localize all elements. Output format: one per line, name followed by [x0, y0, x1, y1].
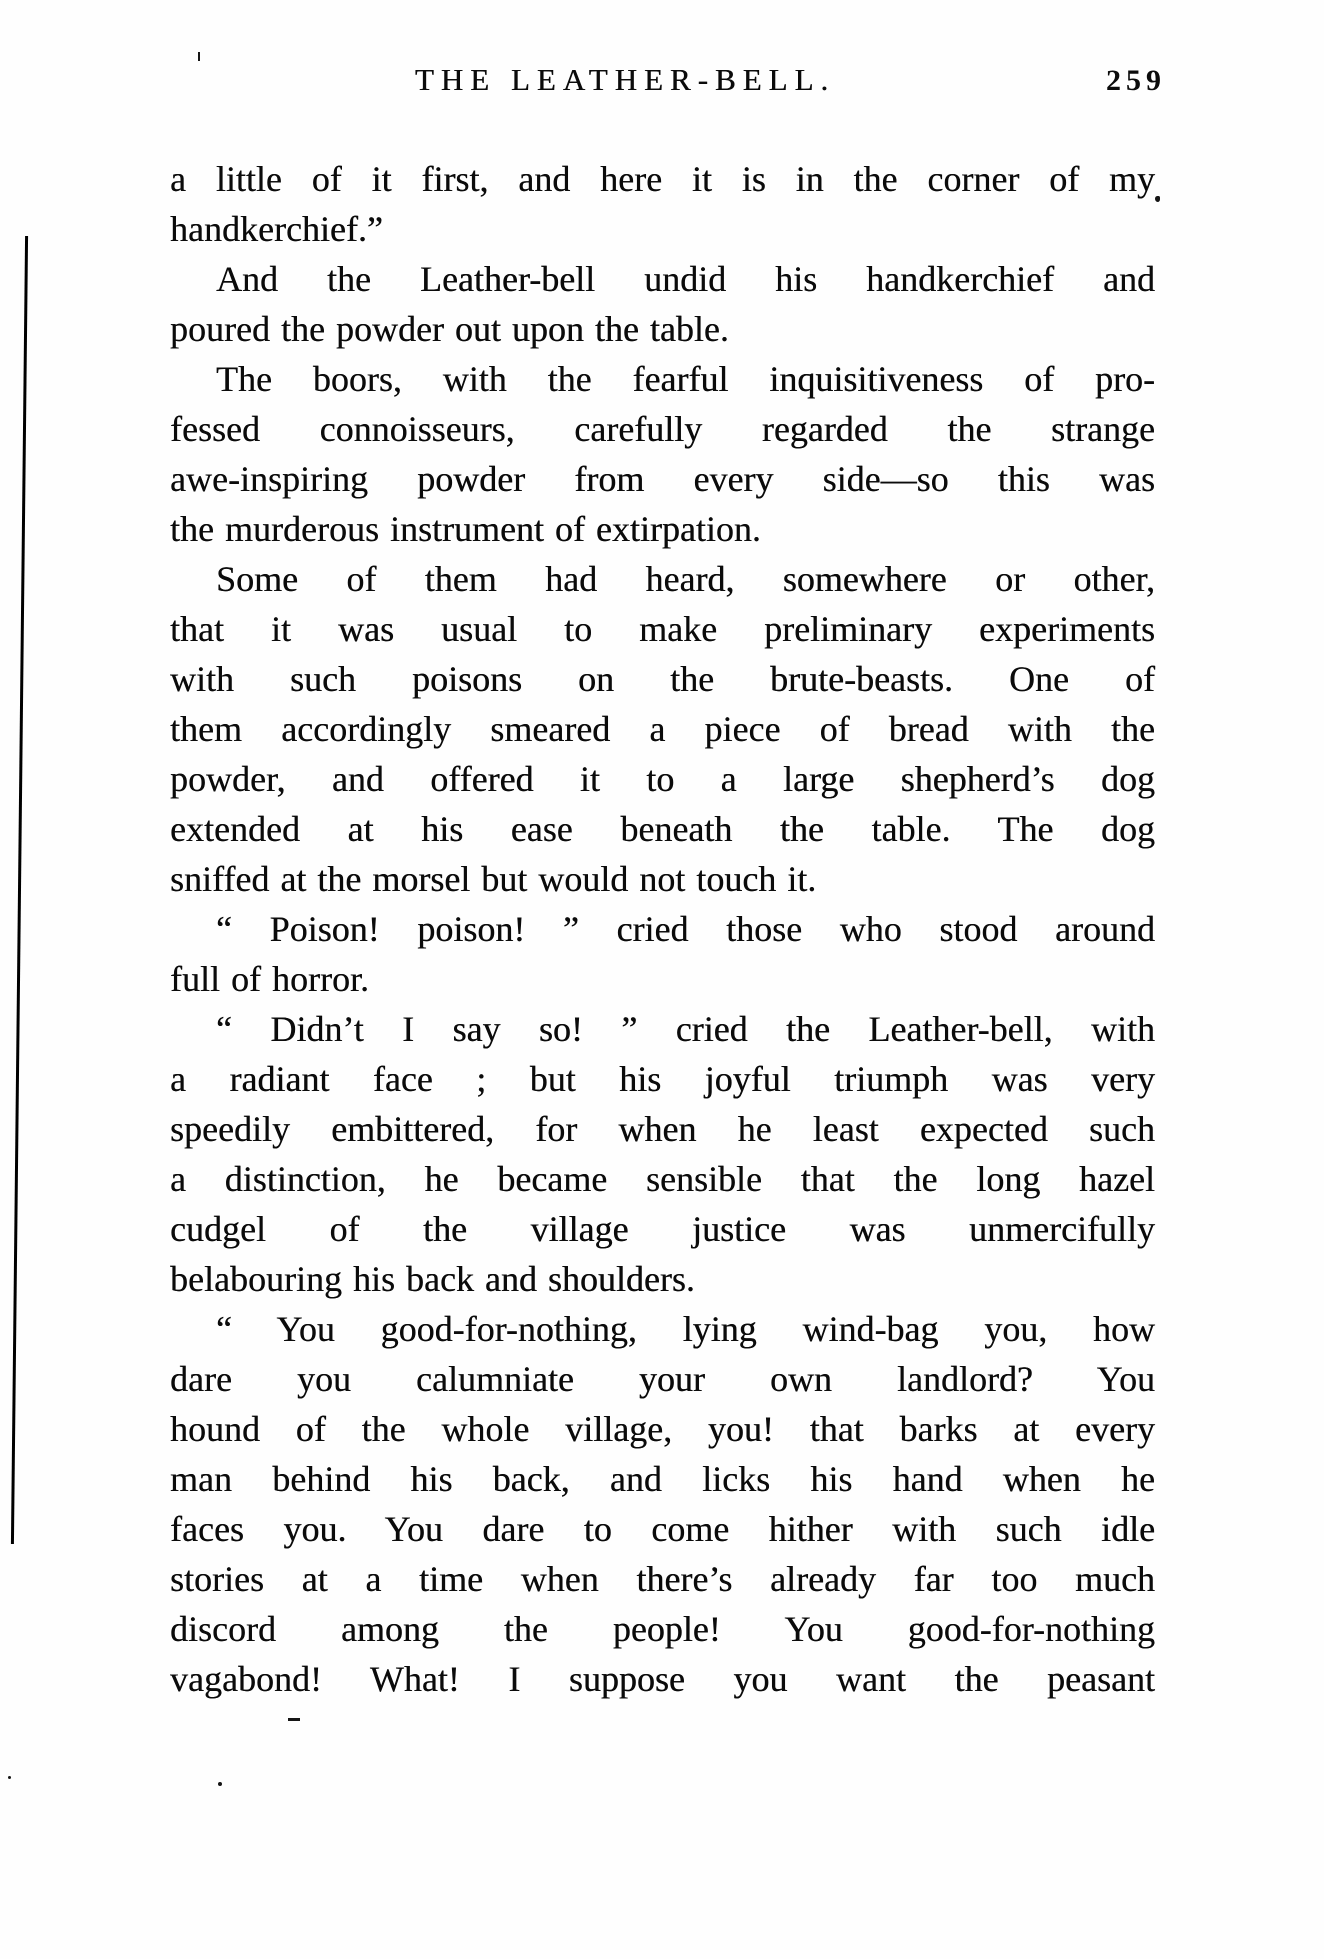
scan-speck — [198, 52, 200, 61]
scan-speck — [8, 1776, 11, 1779]
text-line: the murderous instrument of extirpation. — [170, 509, 761, 549]
scan-speck — [218, 1782, 222, 1786]
text-line: fessed connoisseurs, carefully regarded the strange — [170, 409, 1155, 449]
text-line: speedily embittered, for when he least expected such — [170, 1109, 1155, 1149]
scan-artifact-vertical-line — [11, 236, 28, 1544]
text-line: “ You good-for-nothing, lying wind-bag you, how — [216, 1309, 1155, 1349]
text-line: “ Poison! poison! ” cried those who stood around — [216, 909, 1155, 949]
text-line: a little of it first, and here it is in the corner of my — [170, 159, 1155, 199]
text-line: poured the powder out upon the table. — [170, 309, 729, 349]
text-line: handkerchief.” — [170, 209, 383, 249]
page-number: 259 — [1106, 64, 1166, 97]
text-line: The boors, with the fearful inquisitiveness of pro- — [216, 359, 1155, 399]
text-line: discord among the people! You good-for-nothing — [170, 1609, 1155, 1649]
text-line: And the Leather-bell undid his handkerchief and — [216, 259, 1155, 299]
text-line: hound of the whole village, you! that barks at every — [170, 1409, 1155, 1449]
text-line: vagabond! What! I suppose you want the peasant — [170, 1659, 1155, 1699]
running-header-title: THE LEATHER-BELL. — [414, 62, 836, 97]
text-line: that it was usual to make preliminary experiments — [170, 609, 1155, 649]
scan-speck — [1155, 196, 1160, 202]
text-line: full of horror. — [170, 959, 369, 999]
text-line: a radiant face ; but his joyful triumph was very — [170, 1059, 1155, 1099]
text-line: stories at a time when there’s already far too much — [170, 1559, 1155, 1599]
text-line: man behind his back, and licks his hand when he — [170, 1459, 1155, 1499]
body-text — [170, 154, 1155, 1704]
text-line: dare you calumniate your own landlord? You — [170, 1359, 1155, 1399]
text-line: with such poisons on the brute-beasts. One of — [170, 659, 1155, 699]
text-line: them accordingly smeared a piece of bread with the — [170, 709, 1155, 749]
text-line: extended at his ease beneath the table. The dog — [170, 809, 1155, 849]
text-line: sniffed at the morsel but would not touch it. — [170, 859, 817, 899]
text-line: a distinction, he became sensible that the long hazel — [170, 1159, 1155, 1199]
text-line: faces you. You dare to come hither with such idle — [170, 1509, 1155, 1549]
text-line: awe-inspiring powder from every side—so this was — [170, 459, 1155, 499]
text-line: Some of them had heard, somewhere or other, — [216, 559, 1155, 599]
scan-speck — [288, 1718, 300, 1721]
text-line: powder, and offered it to a large shepherd’s dog — [170, 759, 1155, 799]
text-line: cudgel of the village justice was unmercifully — [170, 1209, 1155, 1249]
text-line: “ Didn’t I say so! ” cried the Leather-bell, with — [216, 1009, 1155, 1049]
text-line: belabouring his back and shoulders. — [170, 1259, 695, 1299]
